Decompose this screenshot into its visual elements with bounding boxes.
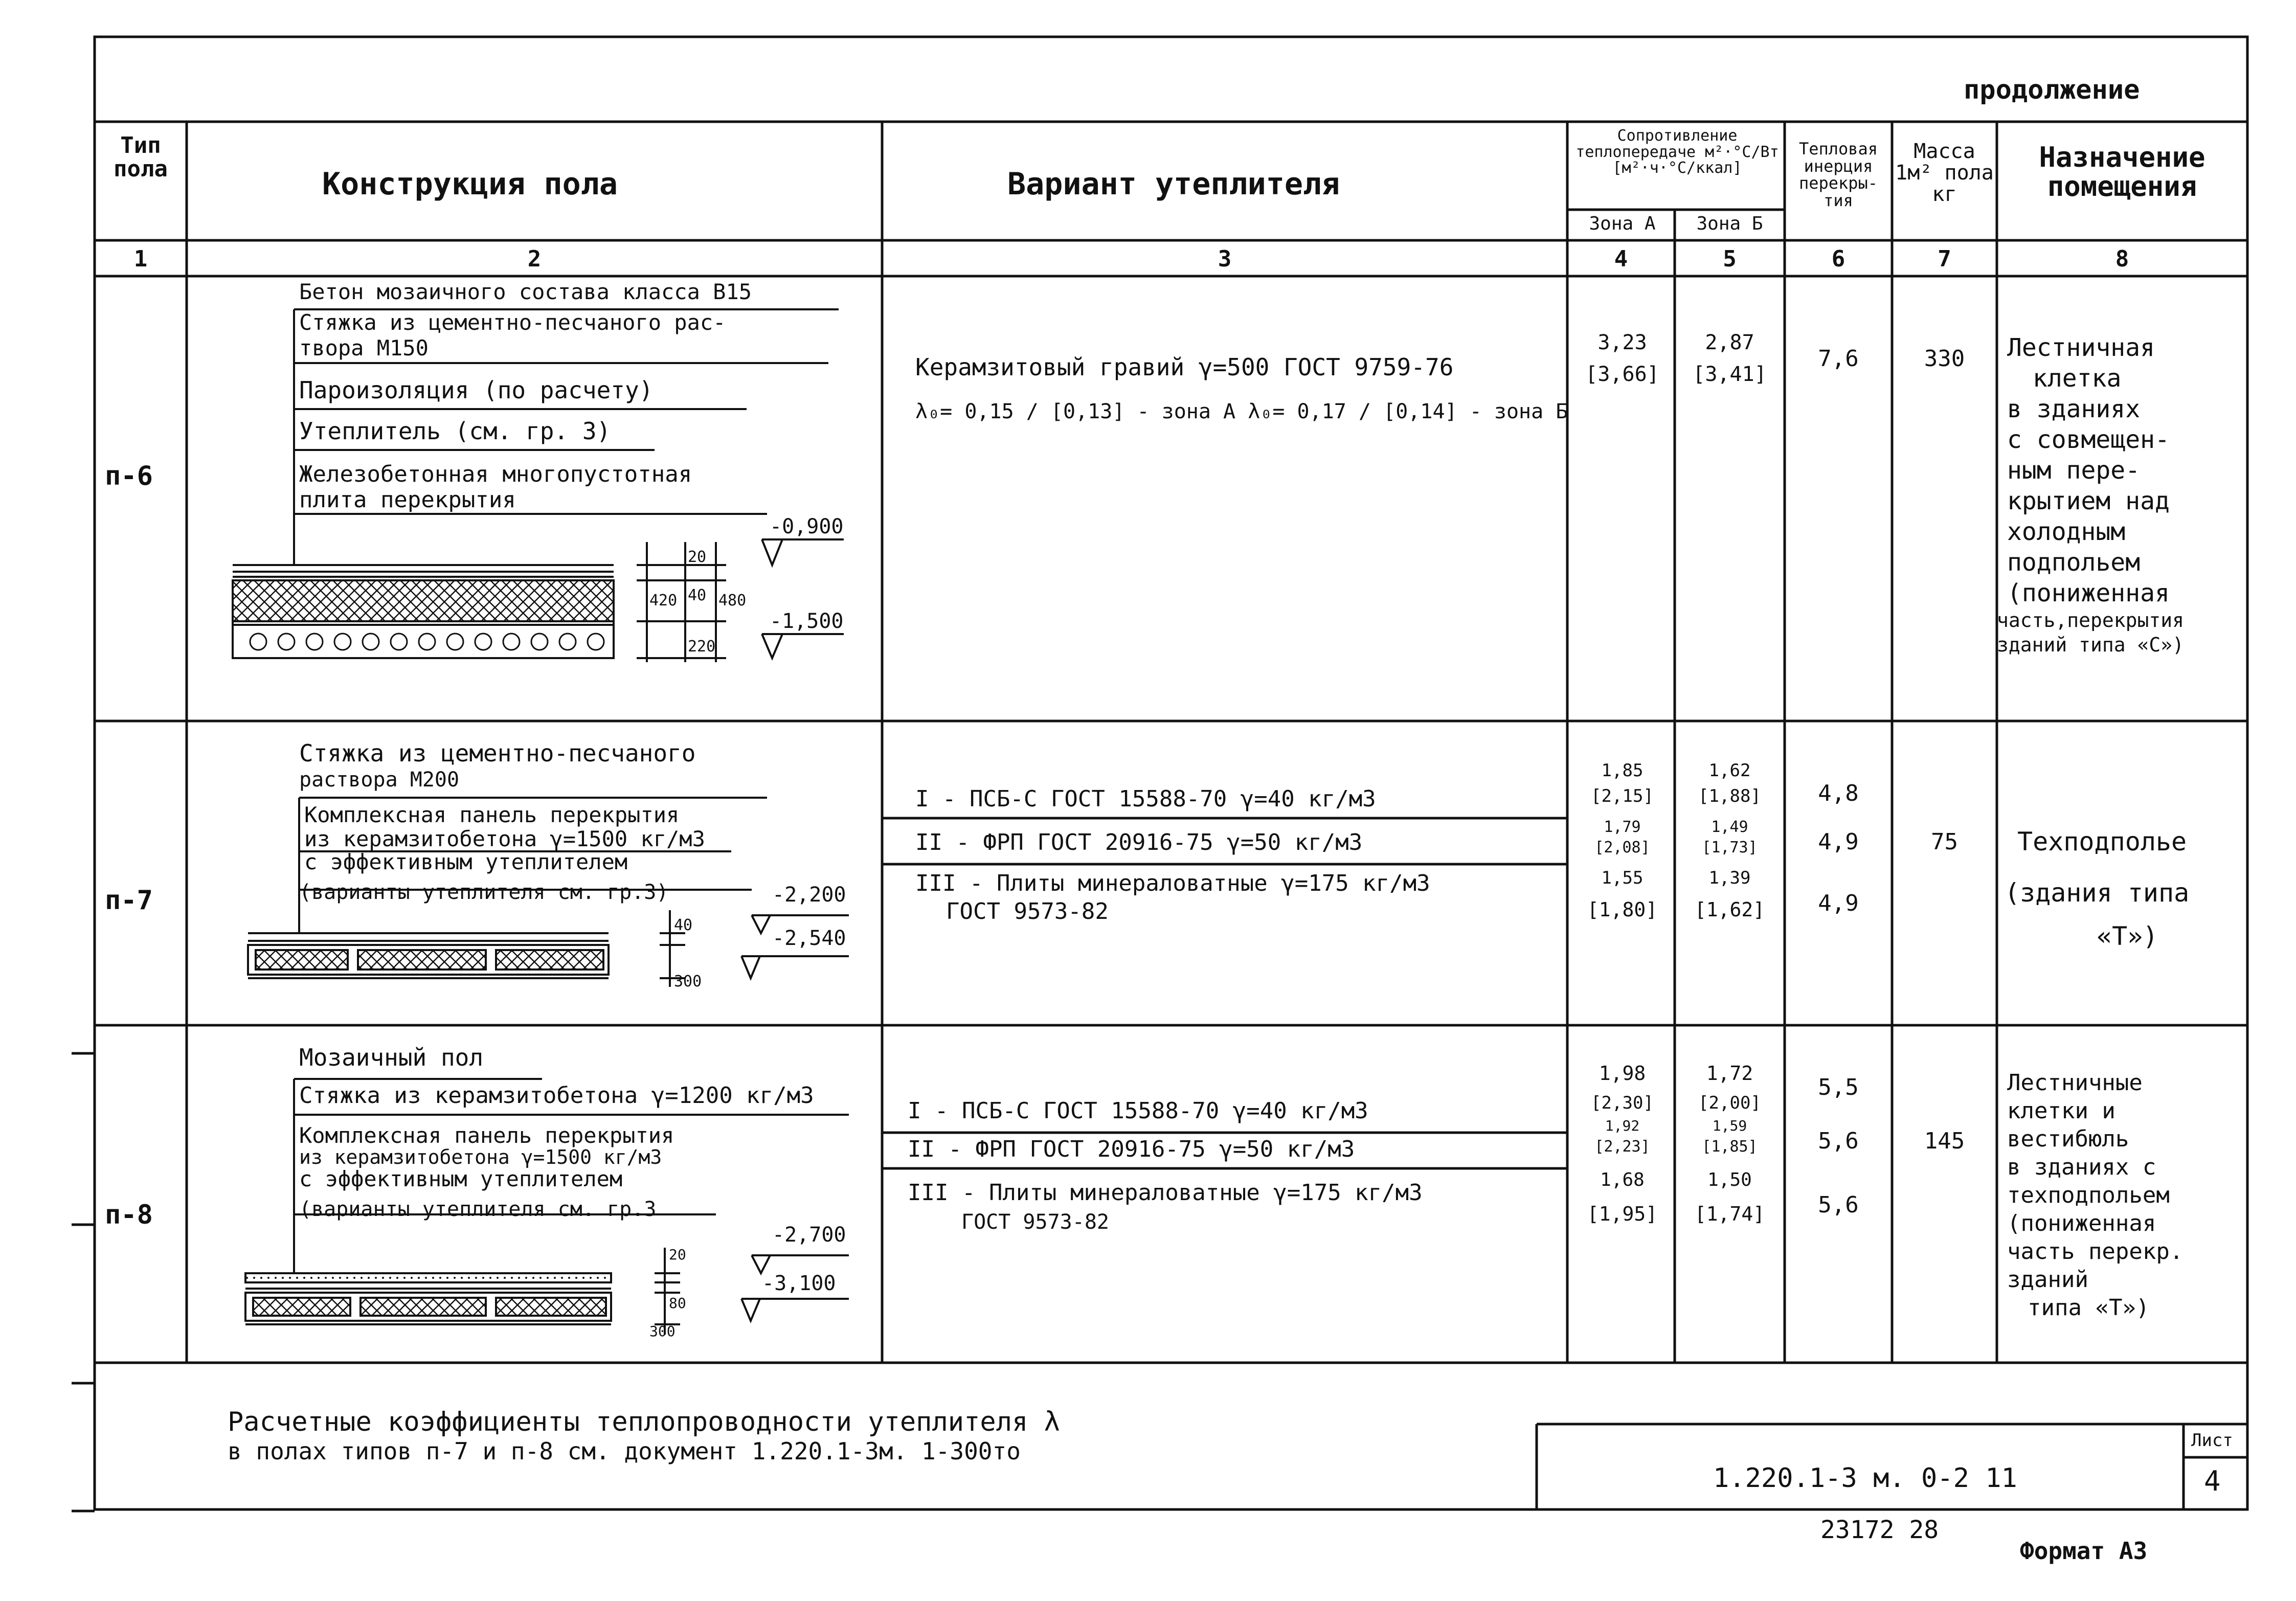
layer-text: Комплексная панель перекрытия bbox=[299, 1123, 674, 1148]
purpose-text: «Т») bbox=[2097, 921, 2158, 951]
dimension: 80 bbox=[669, 1295, 686, 1312]
header-col2: Конструкция пола bbox=[322, 166, 618, 202]
zone-b-value: 1,49 bbox=[1711, 818, 1748, 836]
zone-a-bracket: [2,23] bbox=[1594, 1138, 1650, 1156]
inertia-value: 5,6 bbox=[1818, 1128, 1859, 1154]
zone-b-bracket: [1,73] bbox=[1702, 839, 1758, 856]
zone-b-bracket: [2,00] bbox=[1698, 1093, 1761, 1113]
zone-a-value: 1,98 bbox=[1599, 1062, 1646, 1085]
insulation-text: I - ПСБ-С ГОСТ 15588-70 γ=40 кг/м3 bbox=[908, 1098, 1368, 1124]
level-mark: -0,900 bbox=[770, 515, 844, 538]
layer-text: Пароизоляция (по расчету) bbox=[299, 376, 654, 404]
layer-text: Бетон мозаичного состава класса В15 bbox=[299, 279, 752, 304]
footer-note-1: Расчетные коэффициенты теплопроводности утеплителя λ bbox=[228, 1407, 1060, 1437]
dimension: 20 bbox=[688, 548, 707, 566]
col-number: 1 bbox=[133, 246, 148, 272]
zone-b-value: 1,72 bbox=[1706, 1062, 1753, 1085]
zone-b-bracket: [1,74] bbox=[1694, 1203, 1765, 1225]
floor-type-p6: п-6 bbox=[105, 461, 153, 491]
level-mark: -2,700 bbox=[772, 1223, 846, 1247]
dimension: 420 bbox=[649, 592, 678, 610]
layer-text: (варианты утеплителя см. гр.3 bbox=[299, 1198, 657, 1221]
zone-a-bracket: [1,80] bbox=[1587, 898, 1658, 921]
header-col4: Зона А bbox=[1589, 213, 1656, 234]
dimension: 300 bbox=[674, 973, 702, 990]
zone-b-bracket: [1,85] bbox=[1702, 1138, 1758, 1156]
layer-text: Стяжка из цементно-песчаного рас- bbox=[299, 310, 726, 335]
insulation-text: III - Плиты минераловатные γ=175 кг/м3 bbox=[908, 1180, 1423, 1206]
mass-value: 330 bbox=[1924, 346, 1965, 372]
inertia-value: 4,9 bbox=[1818, 890, 1859, 916]
col-number: 4 bbox=[1614, 246, 1628, 272]
insulation-text: ГОСТ 9573-82 bbox=[961, 1210, 1109, 1234]
inertia-value: 5,6 bbox=[1818, 1192, 1859, 1218]
level-mark: -1,500 bbox=[770, 610, 844, 633]
footer-note-2: в полах типов п-7 и п-8 см. документ 1.220.1-3м. 1-300то bbox=[228, 1437, 1021, 1465]
zone-a-value: 1,92 bbox=[1605, 1117, 1640, 1134]
mass-value: 145 bbox=[1924, 1128, 1965, 1154]
dimension: 20 bbox=[669, 1246, 686, 1263]
zone-b-bracket: [3,41] bbox=[1693, 363, 1767, 386]
zone-b-bracket: [1,62] bbox=[1694, 898, 1765, 921]
layer-text: из керамзитобетона γ=1500 кг/м3 bbox=[304, 826, 705, 851]
purpose-list-p8: Лестничные клетки и вестибюль в зданиях с техподпольем (пониженная часть перекр. зданий типа «Т») bbox=[2007, 1070, 2184, 1321]
header-col8: Назначение помещения bbox=[2039, 141, 2205, 202]
purpose-text: Техподполье bbox=[2017, 827, 2187, 856]
purpose-list-p6: Лестничная клетка в зданиях с совмещен- ным пере- крытием над холодным подпольем (пониженная часть,перекрытия зданий типа «С») bbox=[1997, 333, 2185, 656]
zone-b-value: 2,87 bbox=[1705, 331, 1754, 354]
level-mark: -3,100 bbox=[762, 1272, 836, 1295]
col-number: 2 bbox=[527, 246, 542, 272]
level-mark: -2,200 bbox=[772, 883, 846, 907]
zone-a-value: 1,55 bbox=[1601, 868, 1644, 888]
floor-type-p8: п-8 bbox=[105, 1200, 153, 1230]
floor-type-p7: п-7 bbox=[105, 885, 153, 916]
layer-text: с эффективным утеплителем bbox=[299, 1166, 623, 1191]
header-col6: Тепловая инерция перекры-тия bbox=[1798, 139, 1878, 210]
dimension: 480 bbox=[718, 592, 747, 610]
layer-text: Железобетонная многопустотная bbox=[299, 461, 692, 487]
header-col5: Зона Б bbox=[1696, 213, 1763, 234]
inertia-value: 7,6 bbox=[1818, 346, 1859, 372]
document-code: 1.220.1-3 м. 0-2 11 bbox=[1713, 1463, 2017, 1494]
col-number: 3 bbox=[1218, 246, 1232, 272]
zone-b-value: 1,62 bbox=[1708, 760, 1751, 781]
sheet-number: 4 bbox=[2204, 1465, 2221, 1497]
layer-text: Комплексная панель перекрытия bbox=[304, 802, 680, 827]
header-col3: Вариант утеплителя bbox=[1007, 166, 1340, 202]
insulation-text: ГОСТ 9573-82 bbox=[946, 898, 1109, 924]
zone-b-bracket: [1,88] bbox=[1698, 786, 1761, 806]
inertia-value: 4,8 bbox=[1818, 780, 1859, 806]
insulation-text: I - ПСБ-С ГОСТ 15588-70 γ=40 кг/м3 bbox=[915, 786, 1376, 812]
zone-a-value: 1,68 bbox=[1600, 1169, 1645, 1190]
header-col45: Сопротивление теплопередаче м²·°С/Вт [м²·ч·°С/ккал] bbox=[1575, 127, 1779, 177]
zone-b-value: 1,39 bbox=[1708, 868, 1751, 888]
layer-text: Утеплитель (см. гр. 3) bbox=[299, 417, 611, 445]
insulation-text: λ₀= 0,15 / [0,13] - зона А λ₀= 0,17 / [0,14] - зона Б bbox=[915, 400, 1568, 423]
zone-b-value: 1,59 bbox=[1712, 1117, 1747, 1134]
zone-a-bracket: [3,66] bbox=[1585, 363, 1659, 386]
insulation-text: II - ФРП ГОСТ 20916-75 γ=50 кг/м3 bbox=[915, 829, 1363, 855]
zone-b-value: 1,50 bbox=[1707, 1169, 1752, 1190]
col-number: 6 bbox=[1831, 246, 1845, 272]
dimension: 40 bbox=[688, 587, 707, 604]
col-number: 7 bbox=[1938, 246, 1951, 272]
layer-text: (варианты утеплителя см. гр.3) bbox=[299, 881, 669, 904]
header-col1: Тип пола bbox=[114, 132, 168, 183]
insulation-text: II - ФРП ГОСТ 20916-75 γ=50 кг/м3 bbox=[908, 1136, 1355, 1162]
zone-a-bracket: [2,08] bbox=[1594, 839, 1650, 856]
inertia-value: 5,5 bbox=[1818, 1074, 1859, 1100]
dimension: 220 bbox=[688, 638, 716, 656]
header-col7: Масса 1м² пола кг bbox=[1895, 140, 1994, 206]
zone-a-value: 1,79 bbox=[1604, 818, 1641, 836]
layer-text: Стяжка из цементно-песчаного bbox=[299, 739, 696, 767]
dimension: 40 bbox=[674, 916, 693, 934]
sheet-label: Лист bbox=[2191, 1430, 2233, 1451]
layer-text: плита перекрытия bbox=[299, 487, 516, 513]
inertia-value: 4,9 bbox=[1818, 829, 1859, 855]
layer-text: Стяжка из керамзитобетона γ=1200 кг/м3 bbox=[299, 1083, 814, 1109]
archive-number: 23172 28 bbox=[1820, 1516, 1939, 1544]
zone-a-bracket: [2,30] bbox=[1591, 1093, 1654, 1113]
dimension: 300 bbox=[649, 1323, 676, 1340]
layer-text: Мозаичный пол bbox=[299, 1044, 484, 1071]
purpose-text: (здания типа bbox=[2005, 878, 2190, 908]
layer-text: с эффективным утеплителем bbox=[304, 849, 628, 874]
zone-a-value: 3,23 bbox=[1597, 331, 1647, 354]
zone-a-bracket: [2,15] bbox=[1591, 786, 1654, 806]
page-title: продолжение bbox=[1964, 75, 2140, 105]
layer-text: раствора М200 bbox=[299, 768, 460, 792]
insulation-text: Керамзитовый гравий γ=500 ГОСТ 9759-76 bbox=[915, 353, 1454, 381]
level-mark: -2,540 bbox=[772, 927, 846, 950]
mass-value: 75 bbox=[1931, 829, 1958, 855]
col-number: 5 bbox=[1723, 246, 1737, 272]
layer-text: из керамзитобетона γ=1500 кг/м3 bbox=[299, 1146, 662, 1168]
layer-text: твора М150 bbox=[299, 335, 429, 360]
zone-a-bracket: [1,95] bbox=[1587, 1203, 1658, 1225]
zone-a-value: 1,85 bbox=[1601, 760, 1644, 781]
paper-format: Формат А3 bbox=[2020, 1537, 2148, 1565]
insulation-text: III - Плиты минераловатные γ=175 кг/м3 bbox=[915, 870, 1430, 896]
col-number: 8 bbox=[2115, 246, 2129, 272]
